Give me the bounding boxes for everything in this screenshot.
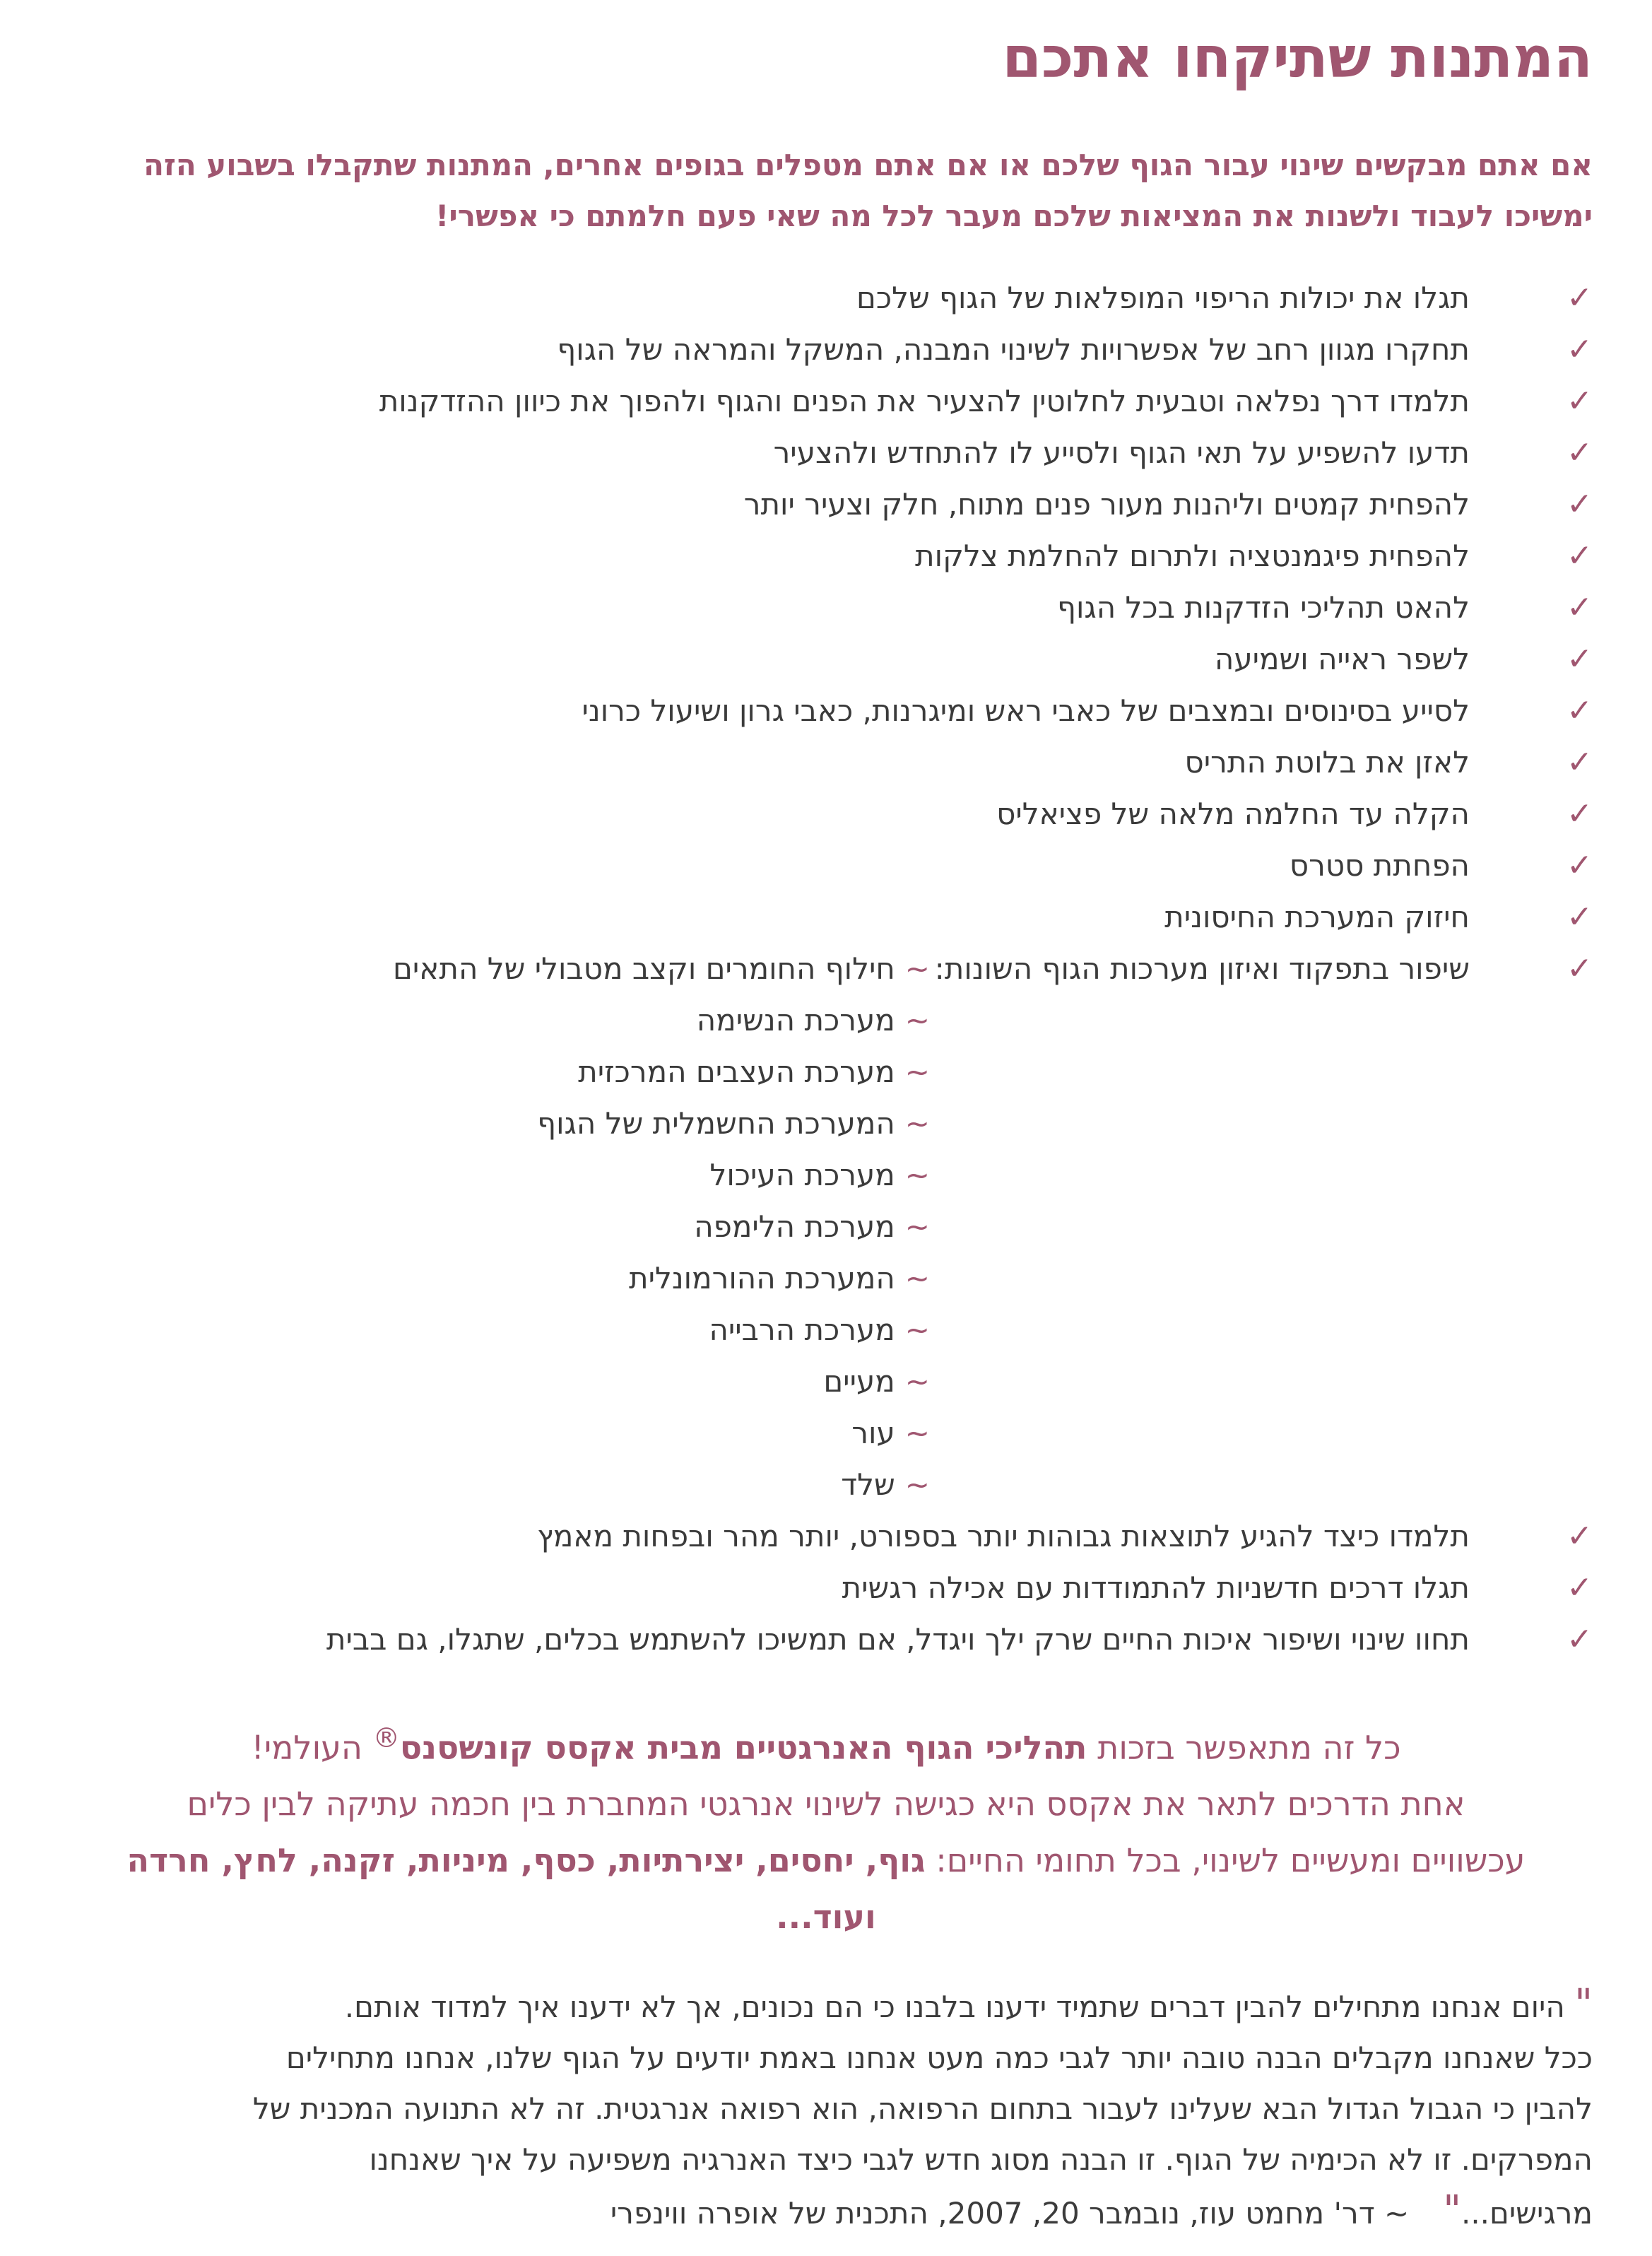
quote-line: להבין כי הגבול הגדול הבא שעלינו לעבור בתחום הרפואה, הוא רפואה אנרגטית. זה לא התנועה המכנית של — [252, 2091, 1593, 2126]
access-line4-bold: ועוד... — [776, 1898, 876, 1937]
system-item — [629, 1252, 930, 1304]
system-row — [0, 1459, 1652, 1510]
system-text: מערכת הלימפה — [694, 1209, 895, 1244]
check-icon: ✓ — [1567, 538, 1593, 574]
check-icon: ✓ — [1567, 1570, 1593, 1606]
check-icon: ✓ — [1567, 280, 1593, 316]
registered-mark: ® — [372, 1722, 400, 1754]
benefit-text: להפחית קמטים וליהנות מעור פנים מתוח, חלק וצעיר יותר — [743, 487, 1470, 522]
access-pre: כל זה מתאפשר בזכות — [1097, 1728, 1401, 1767]
check-icon: ✓ — [1567, 744, 1593, 780]
system-text: מערכת העיכול — [709, 1158, 895, 1192]
check-icon: ✓ — [1567, 331, 1593, 368]
benefit-text: תדעו להשפיע על תאי הגוף ולסייע לו להתחדש ולהצעיר — [773, 435, 1470, 470]
benefit-item — [0, 633, 1652, 685]
benefit-item — [0, 324, 1652, 375]
system-row — [0, 1046, 1652, 1098]
system-row — [0, 1356, 1652, 1407]
check-icon: ✓ — [1567, 383, 1593, 419]
quote-line: המפרקים. זו לא הכימיה של הגוף. זו הבנה מסוג חדש לגבי כיצד האנרגיה משפיעה על איך שאנחנו — [369, 2142, 1593, 2177]
check-icon: ✓ — [1567, 796, 1593, 832]
benefit-item — [0, 736, 1652, 788]
benefit-item-systems — [0, 943, 1652, 994]
benefit-text: תגלו דרכים חדשניות להתמודדות עם אכילה רגשית — [842, 1570, 1470, 1605]
tilde-icon: ~ — [904, 1106, 930, 1141]
system-row — [0, 1252, 1652, 1304]
benefit-text: תחקרו מגוון רחב של אפשרויות לשינוי המבנה, המשקל והמראה של הגוף — [557, 332, 1470, 367]
benefit-item — [0, 1614, 1652, 1665]
benefit-item — [0, 478, 1652, 530]
quote-text: מרגישים... — [1461, 2196, 1593, 2231]
system-text: עור — [851, 1416, 895, 1450]
tilde-icon: ~ — [904, 1209, 930, 1244]
check-icon: ✓ — [1567, 847, 1593, 883]
quote-block — [59, 1979, 1593, 2239]
system-row — [0, 1304, 1652, 1356]
close-quote-mark: " — [1443, 2187, 1461, 2233]
benefit-item — [0, 582, 1652, 633]
benefit-text: לשפר ראייה ושמיעה — [1214, 642, 1470, 676]
system-row — [0, 1407, 1652, 1459]
access-line3-pre: עכשוויים ומעשיים לשינוי, בכל תחומי החיים: — [936, 1841, 1526, 1880]
tilde-icon: ~ — [904, 1416, 930, 1450]
access-line: אחת הדרכים לתאר את אקסס היא כגישה לשינוי אנרגטי המחברת בין חכמה עתיקה לבין כלים — [187, 1785, 1465, 1823]
check-icon: ✓ — [1567, 951, 1593, 987]
tilde-icon: ~ — [904, 1003, 930, 1038]
access-line — [0, 1710, 1652, 1775]
check-icon: ✓ — [1567, 641, 1593, 677]
quote-text: היום אנחנו מתחילים להבין דברים שתמיד ידענו בלבנו כי הם נכונים, אך לא ידענו איך למדוד אותם. — [344, 1990, 1565, 2024]
system-item — [578, 1046, 930, 1098]
benefit-text: תגלו את יכולות הריפוי המופלאות של הגוף שלכם — [856, 281, 1470, 315]
quote-line — [59, 2185, 1593, 2239]
system-item — [841, 1459, 930, 1510]
benefit-text: תלמדו כיצד להגיע לתוצאות גבוהות יותר בספורט, יותר מהר ובפחות מאמץ — [537, 1519, 1470, 1553]
check-icon: ✓ — [1567, 1518, 1593, 1554]
access-line3-bold: גוף, יחסים, יצירתיות, כסף, מיניות, זקנה, לחץ, חרדה — [126, 1841, 926, 1880]
benefit-item — [0, 1562, 1652, 1614]
intro-line: ימשיכו לעבוד ולשנות את המציאות שלכם מעבר לכל מה שאי פעם חלמתם כי אפשרי! — [435, 199, 1593, 233]
system-text: מערכת הנשימה — [696, 1003, 895, 1038]
benefit-text: הקלה עד החלמה מלאה של פציאליס — [996, 797, 1470, 831]
quote-line: ככל שאנחנו מקבלים הבנה טובה יותר לגבי כמה מעט אנחנו באמת יודעים על הגוף שלנו, אנחנו מתחילים — [285, 2040, 1593, 2075]
check-icon: ✓ — [1567, 693, 1593, 729]
system-item — [851, 1407, 930, 1459]
tilde-icon: ~ — [904, 1261, 930, 1296]
system-text: מערכת הרבייה — [709, 1312, 895, 1347]
benefit-text: להאט תהליכי הזדקנות בכל הגוף — [1057, 590, 1470, 625]
intro-paragraph — [59, 140, 1593, 242]
open-quote-mark: " — [1574, 1981, 1593, 2027]
system-text: המערכת ההורמונלית — [628, 1261, 895, 1296]
benefit-item — [0, 891, 1652, 943]
system-row — [0, 1149, 1652, 1201]
benefit-text: הפחתת סטרס — [1289, 848, 1470, 883]
system-text: חילוף החומרים וקצב מטבולי של התאים — [393, 951, 895, 986]
access-line — [0, 1832, 1652, 1888]
system-item — [537, 1098, 930, 1149]
tilde-icon: ~ — [904, 1158, 930, 1192]
benefit-item — [0, 530, 1652, 582]
benefits-list — [0, 272, 1652, 1665]
benefit-item — [0, 272, 1652, 324]
system-text: שלד — [841, 1467, 895, 1502]
check-icon: ✓ — [1567, 589, 1593, 625]
system-item — [694, 1201, 930, 1252]
benefit-item — [0, 427, 1652, 478]
benefit-text: להפחית פיגמנטציה ולתרום להחלמת צלקות — [915, 539, 1470, 573]
benefit-item — [0, 788, 1652, 840]
access-bold: תהליכי הגוף האנרגטיים מבית אקסס קונשסנס — [399, 1728, 1087, 1767]
system-item — [709, 1149, 930, 1201]
benefit-text: לסייע בסינוסים ובמצבים של כאבי ראש ומיגרנות, כאבי גרון ושיעול כרוני — [582, 693, 1470, 728]
benefit-text: תלמדו דרך נפלאה וטבעית לחלוטין להצעיר את הפנים והגוף ולהפוך את כיוון ההזדקנות — [379, 384, 1470, 418]
system-text: מערכת העצבים המרכזית — [578, 1054, 895, 1089]
check-icon: ✓ — [1567, 486, 1593, 522]
benefit-item — [0, 1510, 1652, 1562]
tilde-icon: ~ — [904, 1364, 930, 1399]
system-item — [823, 1356, 930, 1407]
system-text: מעיים — [823, 1364, 895, 1399]
system-item — [697, 994, 930, 1046]
quote-attribution: ~ דר' מחמט עוז, נובמבר 20, 2007, התכנית של אופרה ווינפרי — [610, 2196, 1410, 2231]
tilde-icon: ~ — [904, 1054, 930, 1089]
intro-line: אם אתם מבקשים שינוי עבור הגוף שלכם או אם אתם מטפלים בגופים אחרים, המתנות שתקבלו בשבוע הזה — [143, 148, 1593, 182]
system-item — [393, 943, 930, 994]
system-row — [0, 1201, 1652, 1252]
benefit-text: לאזן את בלוטת התריס — [1184, 745, 1470, 780]
tilde-icon: ~ — [904, 1467, 930, 1502]
system-text: המערכת החשמלית של הגוף — [537, 1106, 895, 1141]
check-icon: ✓ — [1567, 435, 1593, 471]
access-post: העולמי! — [251, 1728, 362, 1767]
system-item — [709, 1304, 930, 1356]
check-icon: ✓ — [1567, 1621, 1593, 1657]
system-row — [0, 1098, 1652, 1149]
access-line — [0, 1888, 1652, 1945]
benefit-text: חיזוק המערכת החיסונית — [1164, 900, 1470, 934]
systems-lead: שיפור בתפקוד ואיזון מערכות הגוף השונות: — [934, 951, 1470, 986]
tilde-icon: ~ — [904, 951, 930, 986]
tilde-icon: ~ — [904, 1312, 930, 1347]
benefit-text: תחוו שינוי ושיפור איכות החיים שרק ילך ויגדל, אם תמשיכו להשתמש בכלים, שתגלו, גם בבית — [326, 1622, 1470, 1657]
page-title: המתנות שתיקחו אתכם — [1002, 25, 1593, 90]
benefit-item — [0, 685, 1652, 736]
benefit-item — [0, 840, 1652, 891]
system-row — [0, 994, 1652, 1046]
check-icon: ✓ — [1567, 899, 1593, 935]
access-paragraph — [0, 1710, 1652, 1945]
benefit-item — [0, 375, 1652, 427]
quote-line — [59, 1979, 1593, 2033]
